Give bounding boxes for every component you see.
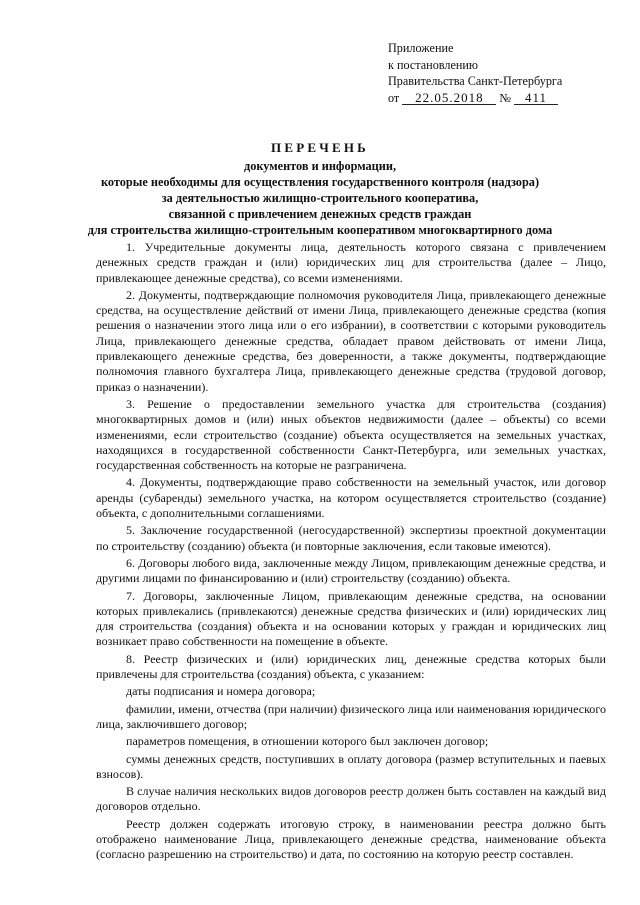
paragraph-item-7: 7. Договоры, заключенные Лицом, привлекающим денежные средства, на основании которых привлекались (привлекаются) денежные средства физических и (или) юридических лиц для строительства (создания) объекта и на основании которых у граждан и юридических лиц возникает право собственности на помещение в объекте.	[96, 588, 606, 649]
paragraph-item-3: 3. Решение о предоставлении земельного участка для строительства (создания) многоквартирных домов и (или) иных объектов недвижимости (далее – объекты) со всеми изменениями, если строительство (создание) объекта осуществляется на земельных участках, находящихся в государственной собственности Санкт-Петербурга, или земельных участках, государственная собственность на которые не разграничена.	[96, 396, 606, 473]
title-line: связанной с привлечением денежных средств граждан	[168, 207, 472, 221]
title-line: за деятельностью жилищно-строительного кооператива,	[161, 191, 479, 205]
registry-note-total-row: Реестр должен содержать итоговую строку, в наименовании реестра должно быть отображено наименование Лица, привлекающего денежные средства, наименование объекта (согласно разрешению на строительство) и дата, по состоянию на которую реестр составлен.	[96, 816, 606, 862]
title-main: ПЕРЕЧЕНЬ	[271, 140, 369, 155]
title-line: документов и информации,	[243, 159, 397, 173]
appendix-date-row	[388, 90, 618, 107]
paragraph-item-8: 8. Реестр физических и (или) юридических лиц, денежные средства которых были привлечены для строительства (создания) объекта, с указанием:	[96, 651, 606, 682]
paragraph-item-1: 1. Учредительные документы лица, деятельность которого связана с привлечением денежных средств граждан и (или) юридических лиц для строительства (далее – Лицо, привлекающее денежные средства), со всеми изменениями.	[96, 240, 606, 285]
registry-field-amount: суммы денежных средств, поступивших в оплату договора (размер вступительных и паевых взносов).	[96, 751, 606, 781]
decree-date: 22.05.2018	[402, 91, 496, 105]
paragraph-item-4: 4. Документы, подтверждающие право собственности на земельный участок, или договор аренды (субаренды) земельного участка, на котором осуществляется строительство (создание) объекта, с дополнительными соглашениями.	[96, 475, 606, 521]
document-body	[96, 240, 606, 865]
appendix-header	[388, 40, 618, 106]
registry-field-party-name: фамилии, имени, отчества (при наличии) физического лица или наименования юридического лица, заключившего договор;	[96, 701, 606, 731]
registry-field-premises: параметров помещения, в отношении которого был заключен договор;	[126, 734, 489, 749]
decree-number: 411	[514, 91, 558, 105]
paragraph-item-5: 5. Заключение государственной (негосударственной) экспертизы проектной документации по строительству (созданию) объекта (и повторные заключения, если таковые имеются).	[96, 523, 606, 553]
title-line: для строительства жилищно-строительным кооперативом многоквартирного дома	[87, 223, 553, 237]
appendix-decree-label: к постановлению	[388, 57, 479, 72]
paragraph-item-2: 2. Документы, подтверждающие полномочия руководителя Лица, привлекающего денежные средства, на осуществление действий от имени Лица, привлекающего денежные средства (копия решения о назначении этого лица или о его избрании), в соответствии с которыми руководитель Лица, привлекающего денежные средства, обладает правом действовать от имени Лица, привлекающего денежные средства, без доверенности, а также документы, подтверждающие полномочия главного бухгалтера Лица, привлекающего денежные средства (трудовой договор, приказ о назначении).	[96, 287, 606, 394]
appendix-government: Правительства Санкт-Петербурга	[388, 74, 563, 88]
registry-field-contract-date: даты подписания и номера договора;	[126, 684, 316, 699]
number-label: №	[499, 90, 511, 105]
registry-note-contract-types: В случае наличия нескольких видов договоров реестр должен быть составлен на каждый вид договоров отдельно.	[96, 784, 606, 814]
paragraph-item-6: 6. Договоры любого вида, заключенные между Лицом, привлекающим денежные средства, и другими лицами по финансированию и (или) строительству (созданию) объекта.	[96, 555, 606, 586]
appendix-label: Приложение	[388, 41, 454, 55]
title-line: которые необходимы для осуществления государственного контроля (надзора)	[100, 175, 540, 189]
document-title	[0, 140, 640, 238]
from-label: от	[388, 90, 400, 105]
